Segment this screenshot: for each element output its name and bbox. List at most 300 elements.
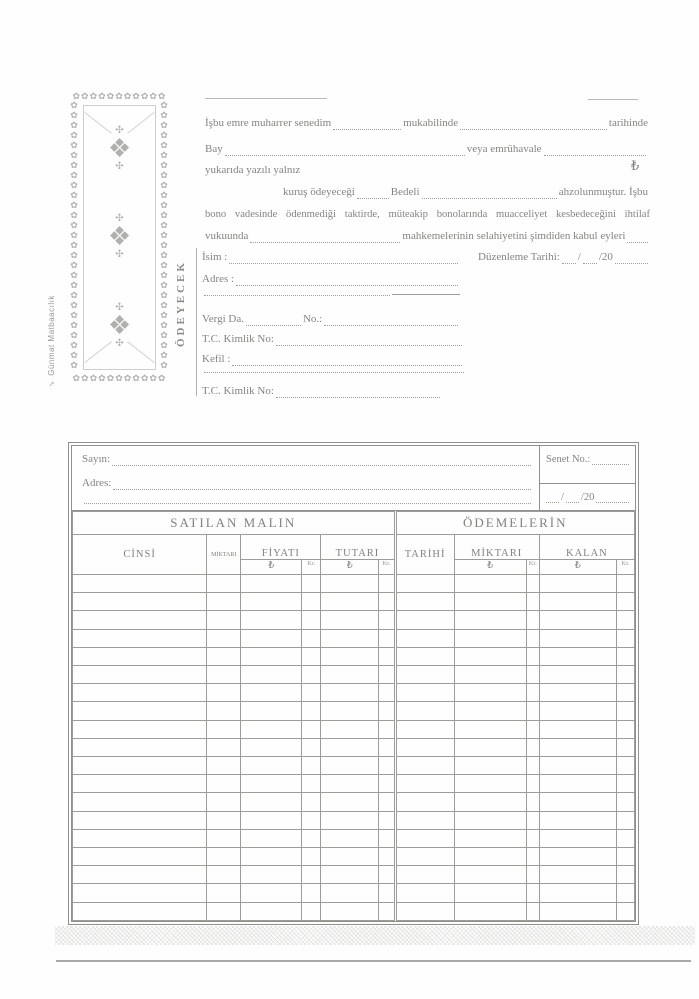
blank-rule	[392, 294, 460, 295]
unit-lira: ₺	[241, 560, 302, 575]
ledger-empty-cell	[395, 647, 454, 665]
ledger-empty-cell	[302, 829, 321, 847]
fill-in-blank	[232, 362, 462, 366]
ledger-empty-cell	[321, 647, 379, 665]
ledger-empty-cell	[395, 775, 454, 793]
field-label: Vergi Da.	[202, 313, 244, 325]
ledger-empty-cell	[321, 866, 379, 884]
ledger-empty-cell	[616, 611, 634, 629]
note-line-2	[205, 143, 648, 156]
ledger-empty-cell	[321, 848, 379, 866]
unit-kurus: Kr.	[379, 560, 395, 575]
ledger-empty-cell	[454, 593, 526, 611]
ledger-empty-cell	[302, 629, 321, 647]
field-label: Adres:	[82, 476, 112, 489]
ledger-empty-cell	[454, 684, 526, 702]
ledger-empty-row	[73, 738, 635, 756]
ledger-empty-cell	[302, 884, 321, 902]
note-text: mukabilinde	[403, 117, 459, 129]
ledger-empty-cell	[526, 811, 539, 829]
field-label: No.:	[302, 313, 323, 325]
note-text: kuruş ödeyeceği	[283, 186, 355, 198]
sales-payments-ledger	[68, 442, 639, 925]
ledger-empty-cell	[395, 666, 454, 684]
ledger-empty-cell	[73, 702, 207, 720]
pad-perforation-edge	[55, 926, 695, 945]
field-adres-line2	[202, 292, 460, 296]
field-label: Adres :	[202, 273, 235, 285]
ledger-empty-cell	[379, 593, 395, 611]
ledger-empty-cell	[379, 666, 395, 684]
ledger-empty-cell	[207, 848, 241, 866]
ledger-empty-cell	[207, 757, 241, 775]
field-kefil	[202, 353, 464, 366]
col-fiyati: FİYATI	[241, 535, 321, 560]
ledger-empty-cell	[207, 811, 241, 829]
ledger-inner-frame	[71, 445, 636, 922]
ledger-empty-cell	[526, 684, 539, 702]
ledger-empty-cell	[616, 575, 634, 593]
ledger-empty-cell	[395, 611, 454, 629]
ledger-empty-cell	[241, 702, 302, 720]
fill-in-blank	[324, 322, 458, 326]
ornament-border-bottom-icon: ✿✿✿✿✿✿✿✿✿✿✿	[72, 373, 167, 383]
unit-lira: ₺	[321, 560, 379, 575]
ledger-empty-cell	[321, 575, 379, 593]
ledger-empty-row	[73, 757, 635, 775]
fill-in-blank	[333, 126, 401, 130]
medallion-icon: ✣ ❖ ✣	[107, 301, 132, 349]
ledger-empty-cell	[379, 611, 395, 629]
ledger-empty-cell	[526, 829, 539, 847]
ledger-empty-cell	[379, 829, 395, 847]
ledger-empty-cell	[302, 793, 321, 811]
fill-in-blank	[204, 292, 390, 296]
blank-rule	[205, 98, 327, 99]
ledger-empty-cell	[302, 775, 321, 793]
note-line-3	[205, 164, 300, 177]
ledger-empty-cell	[539, 848, 616, 866]
ledger-empty-cell	[241, 811, 302, 829]
ledger-empty-cell	[539, 738, 616, 756]
fill-in-blank	[276, 394, 440, 398]
field-senet-date	[540, 483, 635, 510]
ledger-grid	[72, 511, 635, 921]
ledger-empty-cell	[321, 902, 379, 920]
ledger-empty-cell	[454, 866, 526, 884]
field-label: Düzenleme Tarihi:	[478, 251, 560, 263]
date-year: /20	[580, 491, 595, 503]
ledger-empty-cell	[321, 884, 379, 902]
fill-in-blank	[84, 500, 531, 504]
ledger-empty-cell	[302, 684, 321, 702]
ledger-empty-cell	[616, 720, 634, 738]
fill-in-blank	[583, 260, 597, 264]
ledger-empty-cell	[526, 757, 539, 775]
ledger-empty-cell	[526, 629, 539, 647]
fill-in-blank	[113, 486, 531, 490]
column-header-row	[73, 535, 635, 560]
field-senet-no	[540, 446, 635, 483]
ledger-empty-cell	[395, 902, 454, 920]
fill-in-blank	[276, 342, 462, 346]
note-line-1	[205, 117, 648, 130]
ledger-empty-cell	[73, 829, 207, 847]
ledger-empty-cell	[395, 684, 454, 702]
fill-in-blank	[250, 239, 400, 243]
unit-kurus: Kr.	[526, 560, 539, 575]
ledger-empty-cell	[526, 902, 539, 920]
col-tarihi: TARİHİ	[395, 535, 454, 575]
fill-in-blank	[566, 499, 579, 503]
blank-rule	[588, 99, 638, 100]
medallion-icon: ✣ ❖ ✣	[107, 213, 132, 261]
note-text: tarihinde	[608, 117, 648, 129]
fill-in-blank	[225, 152, 465, 156]
ledger-empty-cell	[73, 902, 207, 920]
ledger-empty-cell	[526, 884, 539, 902]
note-line-5: bono vadesinde ödenmediği taktirde, müteakip bonolarında muacceliyet kesbedeceğini ihtilaf	[205, 209, 650, 220]
ledger-empty-cell	[616, 884, 634, 902]
ledger-empty-cell	[302, 575, 321, 593]
col-miktari: MİKTARI	[207, 535, 241, 575]
ledger-empty-cell	[73, 775, 207, 793]
ledger-empty-cell	[379, 629, 395, 647]
ledger-empty-cell	[454, 666, 526, 684]
senet-no-box	[539, 446, 635, 510]
col-cinsi: CİNSİ	[73, 535, 207, 575]
fill-in-blank	[627, 239, 648, 243]
group-odemelerin: ÖDEMELERİN	[395, 512, 634, 535]
ledger-empty-cell	[539, 720, 616, 738]
payer-section-label: ÖDEYECEK	[175, 260, 187, 347]
ledger-empty-cell	[539, 866, 616, 884]
ledger-empty-cell	[379, 866, 395, 884]
ledger-empty-cell	[241, 647, 302, 665]
ledger-empty-cell	[73, 757, 207, 775]
ledger-empty-cell	[539, 702, 616, 720]
ledger-empty-cell	[379, 793, 395, 811]
ledger-empty-cell	[241, 775, 302, 793]
ledger-empty-cell	[454, 902, 526, 920]
ledger-empty-cell	[539, 611, 616, 629]
ledger-empty-cell	[302, 720, 321, 738]
ledger-empty-cell	[73, 575, 207, 593]
ledger-empty-cell	[207, 884, 241, 902]
note-text: Bay	[205, 143, 223, 155]
pad-bottom-rule	[56, 960, 691, 962]
ledger-empty-cell	[454, 757, 526, 775]
ledger-empty-cell	[526, 593, 539, 611]
ledger-empty-cell	[321, 593, 379, 611]
ledger-empty-cell	[539, 647, 616, 665]
ledger-empty-row	[73, 666, 635, 684]
ledger-empty-cell	[395, 884, 454, 902]
ledger-empty-cell	[241, 720, 302, 738]
ledger-empty-cell	[395, 593, 454, 611]
ledger-empty-cell	[379, 575, 395, 593]
ledger-empty-cell	[616, 811, 634, 829]
ledger-empty-cell	[321, 702, 379, 720]
col-kalan: KALAN	[539, 535, 634, 560]
ledger-empty-cell	[241, 848, 302, 866]
lira-symbol: ₺	[631, 158, 640, 173]
ledger-empty-cell	[454, 720, 526, 738]
field-label: T.C. Kimlik No:	[202, 333, 274, 345]
ledger-empty-cell	[302, 902, 321, 920]
field-label: T.C. Kimlik No:	[202, 385, 274, 397]
fill-in-blank	[546, 499, 559, 503]
ledger-empty-cell	[379, 848, 395, 866]
ledger-empty-cell	[616, 829, 634, 847]
payer-divider	[196, 248, 197, 396]
col-miktari-odeme: MİKTARI	[454, 535, 539, 560]
ledger-empty-cell	[207, 647, 241, 665]
ledger-empty-cell	[454, 811, 526, 829]
ledger-empty-cell	[379, 884, 395, 902]
note-text: veya emrühavale	[466, 143, 542, 155]
ledger-empty-cell	[395, 829, 454, 847]
ledger-empty-cell	[241, 793, 302, 811]
field-sayin	[82, 453, 533, 466]
ledger-empty-cell	[207, 702, 241, 720]
ledger-empty-cell	[207, 629, 241, 647]
fill-in-blank	[615, 260, 648, 264]
ledger-empty-cell	[395, 702, 454, 720]
ledger-empty-cell	[241, 902, 302, 920]
ornamental-border	[68, 90, 171, 385]
note-text: ahzolunmuştur. İşbu	[558, 186, 648, 198]
unit-kurus: Kr.	[616, 560, 634, 575]
ledger-empty-row	[73, 593, 635, 611]
ledger-empty-cell	[454, 702, 526, 720]
ledger-empty-cell	[526, 866, 539, 884]
ledger-empty-cell	[73, 811, 207, 829]
printer-name: Günmat Matbaacılık	[47, 295, 56, 376]
ledger-empty-cell	[616, 702, 634, 720]
ledger-empty-cell	[395, 575, 454, 593]
field-isim	[202, 251, 460, 264]
ledger-empty-cell	[616, 629, 634, 647]
field-kefil-line2	[202, 369, 466, 373]
ledger-empty-cell	[539, 684, 616, 702]
ledger-empty-row	[73, 829, 635, 847]
unit-kurus: Kr.	[302, 560, 321, 575]
ledger-empty-row	[73, 866, 635, 884]
ledger-empty-cell	[207, 866, 241, 884]
fill-in-blank	[246, 322, 301, 326]
ledger-empty-cell	[454, 611, 526, 629]
date-slash: /	[577, 251, 581, 263]
ledger-empty-cell	[539, 757, 616, 775]
ledger-empty-cell	[241, 866, 302, 884]
ledger-empty-cell	[302, 866, 321, 884]
ornament-border-right-icon: ✿✿✿✿✿✿✿✿✿✿✿✿✿✿✿✿✿✿✿✿✿✿✿✿✿✿✿	[160, 101, 170, 371]
unit-lira: ₺	[539, 560, 616, 575]
field-label: İsim :	[202, 251, 228, 263]
ledger-empty-row	[73, 775, 635, 793]
ledger-empty-cell	[526, 793, 539, 811]
note-text: yukarıda yazılı yalnız	[205, 164, 301, 176]
ledger-empty-cell	[379, 775, 395, 793]
ledger-empty-cell	[241, 611, 302, 629]
ledger-empty-cell	[241, 829, 302, 847]
fill-in-blank	[236, 282, 458, 286]
ledger-empty-cell	[526, 575, 539, 593]
ledger-empty-cell	[207, 775, 241, 793]
field-vergi	[202, 313, 460, 326]
ledger-empty-cell	[454, 848, 526, 866]
ledger-empty-cell	[241, 666, 302, 684]
ledger-empty-cell	[241, 593, 302, 611]
ledger-empty-cell	[539, 902, 616, 920]
ledger-empty-cell	[73, 629, 207, 647]
fill-in-blank	[422, 195, 557, 199]
ledger-empty-cell	[73, 884, 207, 902]
note-text: mahkemelerinin selahiyetini şimdiden kabul eyleri	[402, 230, 626, 242]
ledger-empty-cell	[302, 848, 321, 866]
printer-logo-icon: ✓	[47, 378, 56, 388]
ledger-empty-cell	[302, 738, 321, 756]
ledger-empty-cell	[616, 593, 634, 611]
ledger-empty-cell	[207, 666, 241, 684]
ledger-empty-cell	[207, 793, 241, 811]
ledger-empty-cell	[526, 720, 539, 738]
ledger-empty-cell	[379, 720, 395, 738]
ledger-empty-row	[73, 884, 635, 902]
customer-info	[72, 446, 539, 510]
ledger-empty-cell	[302, 757, 321, 775]
ledger-empty-cell	[321, 775, 379, 793]
ledger-empty-cell	[321, 684, 379, 702]
ledger-empty-cell	[379, 738, 395, 756]
ledger-empty-cell	[526, 775, 539, 793]
ledger-empty-cell	[302, 611, 321, 629]
ledger-empty-cell	[321, 793, 379, 811]
note-text: vukuunda	[205, 230, 249, 242]
ledger-empty-cell	[539, 884, 616, 902]
ledger-empty-cell	[207, 684, 241, 702]
fill-in-blank	[112, 462, 531, 466]
ledger-empty-row	[73, 702, 635, 720]
ledger-empty-cell	[454, 775, 526, 793]
ledger-empty-row	[73, 902, 635, 920]
ledger-empty-cell	[616, 793, 634, 811]
ledger-empty-cell	[395, 866, 454, 884]
ledger-empty-cell	[526, 647, 539, 665]
ledger-empty-cell	[321, 738, 379, 756]
ledger-empty-row	[73, 575, 635, 593]
ledger-empty-cell	[616, 757, 634, 775]
ledger-empty-cell	[454, 884, 526, 902]
note-line-4	[283, 186, 648, 199]
ledger-empty-cell	[616, 866, 634, 884]
ledger-empty-row	[73, 647, 635, 665]
ledger-empty-cell	[395, 738, 454, 756]
field-kefil-tc-kimlik	[202, 385, 442, 398]
ledger-empty-cell	[454, 629, 526, 647]
ledger-empty-cell	[379, 647, 395, 665]
ledger-empty-cell	[395, 757, 454, 775]
ledger-empty-cell	[241, 738, 302, 756]
ledger-empty-cell	[526, 666, 539, 684]
date-slash: /	[561, 491, 564, 503]
ledger-empty-cell	[302, 593, 321, 611]
ledger-empty-cell	[302, 811, 321, 829]
field-tc-kimlik	[202, 333, 464, 346]
ledger-empty-cell	[379, 684, 395, 702]
ledger-empty-cell	[616, 848, 634, 866]
ledger-empty-cell	[302, 647, 321, 665]
ledger-empty-cell	[73, 848, 207, 866]
ledger-empty-cell	[395, 720, 454, 738]
ledger-empty-cell	[539, 775, 616, 793]
field-duzenleme-tarihi	[478, 251, 650, 264]
note-line-6	[205, 230, 650, 243]
ledger-empty-cell	[616, 738, 634, 756]
ledger-empty-row	[73, 793, 635, 811]
ledger-empty-cell	[379, 902, 395, 920]
field-label: Sayın:	[82, 453, 111, 465]
ledger-empty-cell	[454, 793, 526, 811]
ledger-empty-cell	[321, 666, 379, 684]
ledger-empty-cell	[321, 611, 379, 629]
unit-lira: ₺	[454, 560, 526, 575]
ledger-empty-cell	[321, 720, 379, 738]
ledger-empty-cell	[539, 629, 616, 647]
field-adres-line2	[82, 500, 533, 504]
ledger-empty-cell	[395, 848, 454, 866]
col-tutari: TUTARI	[321, 535, 395, 560]
ledger-empty-cell	[616, 775, 634, 793]
ledger-empty-cell	[321, 757, 379, 775]
ledger-empty-cell	[241, 884, 302, 902]
ledger-empty-cell	[526, 702, 539, 720]
ledger-empty-cell	[321, 829, 379, 847]
ledger-empty-cell	[73, 647, 207, 665]
ledger-empty-cell	[454, 575, 526, 593]
ornament-border-left-icon: ✿✿✿✿✿✿✿✿✿✿✿✿✿✿✿✿✿✿✿✿✿✿✿✿✿✿✿	[70, 101, 80, 371]
fill-in-blank	[596, 499, 629, 503]
ledger-empty-cell	[302, 666, 321, 684]
ledger-empty-row	[73, 811, 635, 829]
group-satilan-malin: SATILAN MALIN	[73, 512, 396, 535]
ledger-empty-cell	[539, 666, 616, 684]
ledger-empty-cell	[454, 738, 526, 756]
ledger-empty-cell	[241, 575, 302, 593]
ledger-empty-cell	[395, 629, 454, 647]
group-header-row	[73, 512, 635, 535]
ledger-empty-cell	[73, 611, 207, 629]
ledger-empty-row	[73, 684, 635, 702]
ledger-empty-cell	[321, 811, 379, 829]
ledger-empty-cell	[241, 629, 302, 647]
field-label: Kefil :	[202, 353, 231, 365]
ledger-empty-cell	[207, 593, 241, 611]
ledger-empty-cell	[539, 575, 616, 593]
ledger-empty-cell	[616, 902, 634, 920]
ledger-empty-cell	[526, 738, 539, 756]
ledger-empty-cell	[207, 611, 241, 629]
ledger-info-row	[72, 446, 635, 511]
ledger-empty-cell	[73, 738, 207, 756]
ledger-empty-cell	[73, 666, 207, 684]
fill-in-blank	[592, 461, 629, 465]
medallion-icon: ✣ ❖ ✣	[107, 125, 132, 173]
ledger-empty-cell	[207, 902, 241, 920]
fill-in-blank	[460, 126, 607, 130]
ledger-empty-row	[73, 611, 635, 629]
